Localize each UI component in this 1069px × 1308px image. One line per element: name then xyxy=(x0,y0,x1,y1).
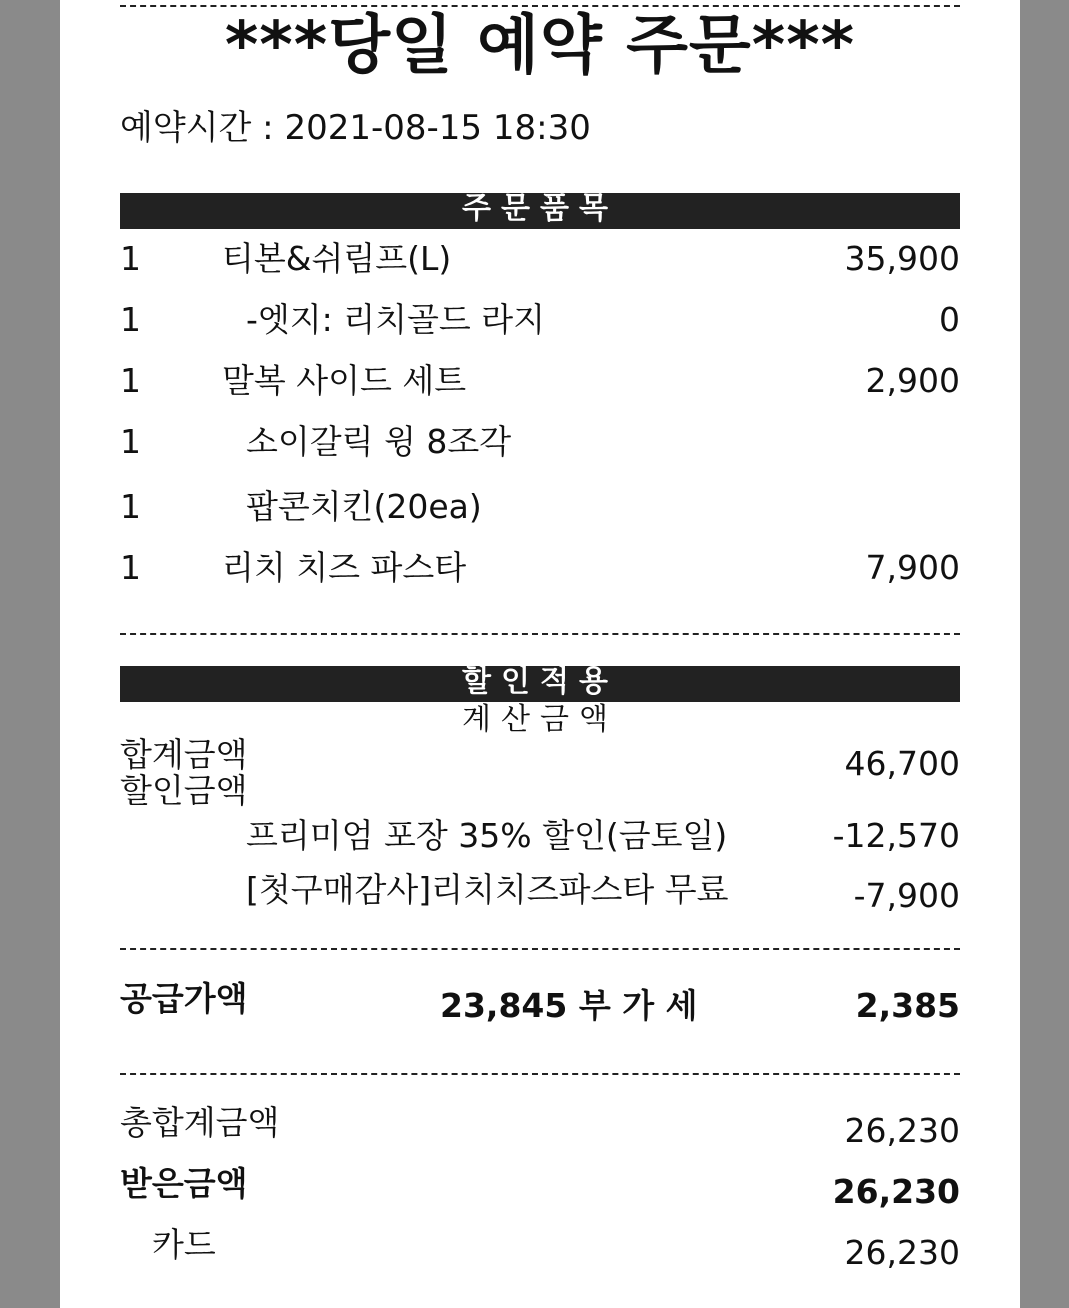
grand-total-label: 총합계금액 xyxy=(120,1103,280,1142)
discount-amount: -7,900 xyxy=(853,876,960,915)
item-qty: 1 xyxy=(120,422,141,461)
reservation-time: 2021-08-15 18:30 xyxy=(284,108,591,148)
item-price: 0 xyxy=(939,300,960,339)
order-item-row xyxy=(120,486,960,528)
divider xyxy=(120,1073,960,1075)
item-name: 말복 사이드 세트 xyxy=(222,361,467,400)
item-name: 팝콘치킨(20ea) xyxy=(246,487,482,526)
item-name: -엣지: 리치골드 라지 xyxy=(246,300,546,339)
order-item-row xyxy=(120,547,960,589)
item-price: 35,900 xyxy=(844,239,960,278)
reservation-time-line xyxy=(120,108,591,148)
discount-label: 할인금액 xyxy=(120,771,248,810)
order-item-row xyxy=(120,421,960,463)
order-items-title: 주문품목 xyxy=(462,191,618,226)
item-name: 소이갈릭 윙 8조각 xyxy=(246,422,512,461)
vat-label: 부 가 세 xyxy=(578,986,698,1025)
subtotal-label: 합계금액 xyxy=(120,735,248,774)
calc-amount-subtitle: 계산금액 xyxy=(462,702,618,737)
discount-amount: -12,570 xyxy=(832,816,960,855)
card-label: 카드 xyxy=(152,1225,216,1264)
item-price: 2,900 xyxy=(865,361,960,400)
discount-header xyxy=(120,666,960,702)
card-amount: 26,230 xyxy=(844,1233,960,1272)
divider xyxy=(120,633,960,635)
order-items-header xyxy=(120,193,960,229)
item-price: 7,900 xyxy=(865,548,960,587)
item-qty: 1 xyxy=(120,487,141,526)
discount-name: [첫구매감사]리치치즈파스타 무료 xyxy=(246,870,729,909)
receipt-title: ***당일 예약 주문*** xyxy=(224,9,856,83)
item-qty: 1 xyxy=(120,548,141,587)
received-label: 받은금액 xyxy=(120,1164,248,1203)
discount-title: 할인적용 xyxy=(462,664,618,699)
discount-name: 프리미엄 포장 35% 할인(금토일) xyxy=(246,816,728,855)
divider xyxy=(120,948,960,950)
item-qty: 1 xyxy=(120,300,141,339)
grand-total-amount: 26,230 xyxy=(844,1111,960,1150)
item-name: 리치 치즈 파스타 xyxy=(222,548,467,587)
order-item-row xyxy=(120,360,960,402)
reservation-label: 예약시간 : xyxy=(120,108,285,148)
supply-value: 23,845 xyxy=(440,986,568,1025)
item-name: 티본&쉬림프(L) xyxy=(222,239,452,278)
subtotal-amount: 46,700 xyxy=(844,744,960,783)
supply-value-label: 공급가액 xyxy=(120,979,248,1018)
order-item-row xyxy=(120,299,960,341)
received-amount: 26,230 xyxy=(832,1172,960,1211)
item-qty: 1 xyxy=(120,361,141,400)
vat-value: 2,385 xyxy=(855,986,960,1025)
item-qty: 1 xyxy=(120,239,141,278)
receipt-paper xyxy=(60,0,1020,1308)
order-item-row xyxy=(120,238,960,280)
supply-vat-line xyxy=(440,985,697,1027)
